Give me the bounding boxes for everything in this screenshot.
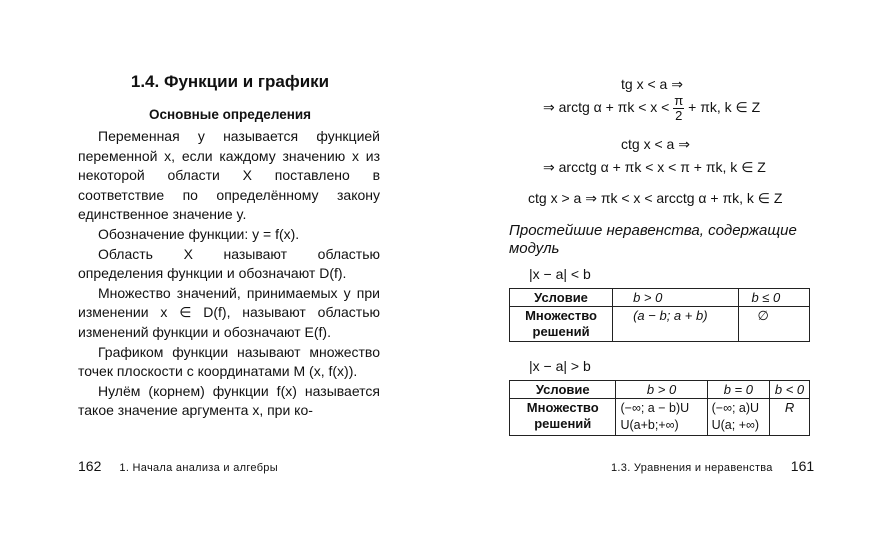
paragraph-notation: Обозначение функции: y = f(x). — [98, 225, 300, 242]
formula-ctg-condition: ctg x < a ⇒ — [621, 136, 690, 152]
page-number-right: 161 — [790, 458, 815, 474]
table2-header-b-positive: b > 0 — [616, 381, 707, 399]
table-row — [510, 307, 810, 342]
section-title: 1.4. Функции и графики — [130, 72, 330, 91]
formula-tg-solution — [543, 94, 760, 123]
left-footer — [78, 458, 278, 474]
table-abs-less — [509, 288, 810, 342]
fraction-denominator: 2 — [675, 108, 683, 123]
formula-tg-solution-right: + πk, k ∈ Z — [688, 99, 761, 116]
table1-header-b-nonpositive: b ≤ 0 — [739, 289, 810, 307]
right-page — [443, 0, 886, 544]
footer-section-left: 1. Начала анализа и алгебры — [119, 462, 278, 474]
paragraph-graph: Графиком функции называют множество точек плоскости с координатами M (x, f(x)). — [78, 343, 380, 380]
paragraph-range: Множество значений, принимаемых y при изменении x ∈ D(f), называют областью изменений функции и обозначают E(f). — [78, 284, 380, 340]
table2-header-b-negative: b < 0 — [770, 381, 810, 399]
table2-solution-b-positive: (−∞; a − b)U U(a+b;+∞) — [616, 399, 707, 436]
table1-condition: |x − a| < b — [529, 266, 591, 282]
page-number-left: 162 — [78, 458, 102, 474]
right-footer — [611, 458, 814, 474]
table1-solution-empty: ∅ — [739, 307, 810, 342]
formula-tg-solution-left: ⇒ arctg α + πk < x < — [543, 99, 670, 116]
table2-solution-b-negative: R — [770, 399, 810, 436]
table2-condition: |x − a| > b — [529, 358, 591, 374]
formula-tg-condition: tg x < a ⇒ — [621, 76, 683, 92]
fraction-pi-over-2 — [673, 94, 684, 123]
table-row — [510, 381, 810, 399]
table1-solution-interval: (a − b; a + b) — [613, 307, 739, 342]
subsection-heading: Простейшие неравенства, содержащие модуль — [509, 222, 797, 257]
table-row — [510, 399, 810, 436]
table1-row-label: Множество решений — [510, 307, 613, 342]
table2-solution-b-zero: (−∞; a)U U(a; +∞) — [707, 399, 769, 436]
paragraph-domain: Область X называют областью определения функции и обозначают D(f). — [78, 245, 380, 282]
fraction-numerator: π — [674, 93, 684, 108]
table-row — [510, 289, 810, 307]
footer-section-right: 1.3. Уравнения и неравенства — [611, 462, 773, 474]
section-subtitle: Основные определения — [148, 107, 312, 122]
formula-ctg-greater: ctg x > a ⇒ πk < x < arcctg α + πk, k ∈ Z — [528, 190, 783, 206]
table1-header-condition: Условие — [510, 289, 613, 307]
table1-header-b-positive: b > 0 — [613, 289, 739, 307]
formula-ctg-solution: ⇒ arcctg α + πk < x < π + πk, k ∈ Z — [543, 159, 766, 175]
definitions-text — [78, 127, 380, 421]
table2-header-condition: Условие — [510, 381, 616, 399]
paragraph-function-definition: Переменная y называется функцией переменной x, если каждому значению x из некоторой области X поставлено в соответствие по определённому закону единственное значение y. — [78, 128, 380, 223]
paragraph-zero: Нулём (корнем) функции f(x) называется такое значение аргумента x, при ко- — [78, 382, 380, 419]
table2-header-b-zero: b = 0 — [707, 381, 769, 399]
table-abs-greater — [509, 380, 810, 436]
table2-row-label: Множество решений — [510, 399, 616, 436]
